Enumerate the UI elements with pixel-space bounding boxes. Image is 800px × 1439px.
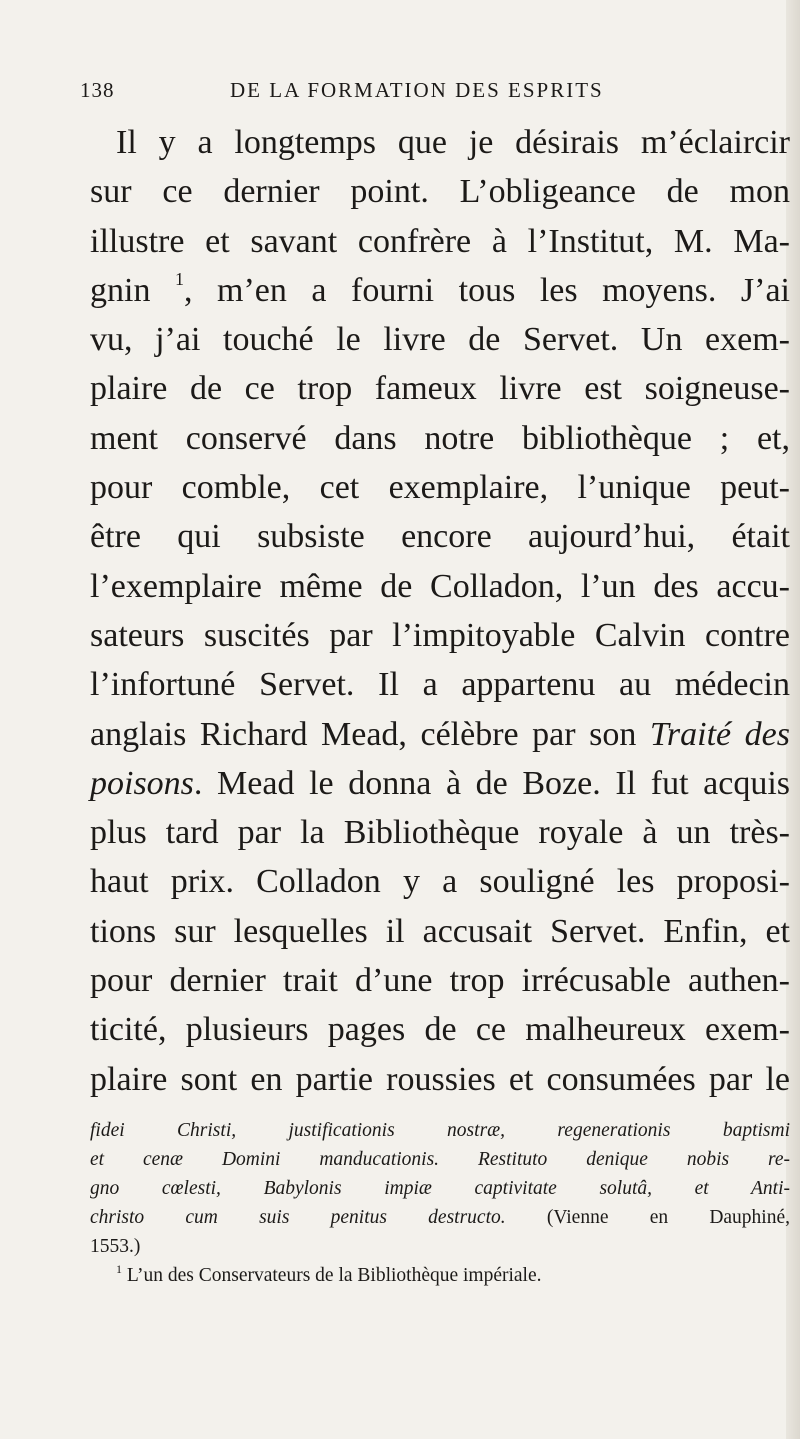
text-line: plaire sont en partie roussies et consumées par le [90,1060,790,1098]
text-line: plaire de ce trop fameux livre est soigneuse- [90,370,790,408]
text-line [90,759,790,808]
latin-text: et cenæ Domini manducationis. Restituto denique nobis re- [90,1148,790,1170]
book-title: Traité des [649,715,791,753]
book-title: poisons [90,764,194,802]
text-line: l’exemplaire même de Colladon, l’un des accu- [90,567,790,605]
footnote-marker: 1 [116,1261,122,1276]
footnote-line [90,1203,790,1232]
page-header [80,78,790,114]
text-fragment: . Mead le donna à de Boze. Il fut acquis [193,764,790,802]
footnote-line: 1553.) [90,1235,141,1257]
text-line: pour comble, cet exemplaire, l’unique peut- [90,469,790,507]
text-fragment: anglais Richard Mead, célèbre par son [90,715,650,753]
text-line: pour dernier trait d’une trop irrécusable authen- [90,962,790,1000]
text-line: sur ce dernier point. L’obligeance de mon [90,173,790,211]
footnote-line [90,1116,790,1145]
text-line: Il y a longtemps que je désirais m’éclaircir [116,124,790,161]
text-line: plus tard par la Bibliothèque royale à un très- [90,814,790,852]
book-page [80,78,791,1290]
text-line: ment conservé dans notre bibliothèque ; et, [90,419,790,457]
footnote-line [90,1261,790,1290]
footnote-line [90,1145,790,1174]
footnote-line [90,1174,790,1203]
text-line [90,710,790,759]
text-line: vu, j’ai touché le livre de Servet. Un exem- [90,321,790,359]
text-line: être qui subsiste encore aujourd’hui, était [90,518,790,556]
text-line [90,266,790,315]
footnotes [90,1116,790,1290]
footnote-text: (Vienne en Dauphiné, [505,1206,790,1228]
text-fragment: , m’en a fourni tous les moyens. J’ai [183,271,790,309]
text-line: illustre et savant confrère à l’Institut, M. Ma- [90,222,790,260]
footnote-text: L’un des Conservateurs de la Bibliothèque impériale. [122,1264,542,1286]
text-line: ticité, plusieurs pages de ce malheureux exem- [90,1011,790,1049]
running-title: DE LA FORMATION DES ESPRITS [230,78,604,102]
main-text [90,118,790,1104]
latin-text: gno cœlesti, Babylonis impiæ captivitate solutâ, et Anti- [90,1177,790,1199]
text-line: tions sur lesquelles il accusait Servet. Enfin, et [90,912,790,950]
text-line: sateurs suscités par l’impitoyable Calvin contre [90,616,790,654]
latin-text: fidei Christi, justificationis nostræ, regenerationis baptismi [90,1119,790,1141]
latin-text: christo cum suis penitus destructo. [90,1206,506,1228]
text-fragment: gnin [90,271,151,309]
page-number: 138 [80,78,115,102]
text-line: haut prix. Colladon y a souligné les proposi- [90,863,790,901]
footnote-reference[interactable]: 1 [174,268,184,289]
text-line: l’infortuné Servet. Il a appartenu au médecin [90,666,790,704]
